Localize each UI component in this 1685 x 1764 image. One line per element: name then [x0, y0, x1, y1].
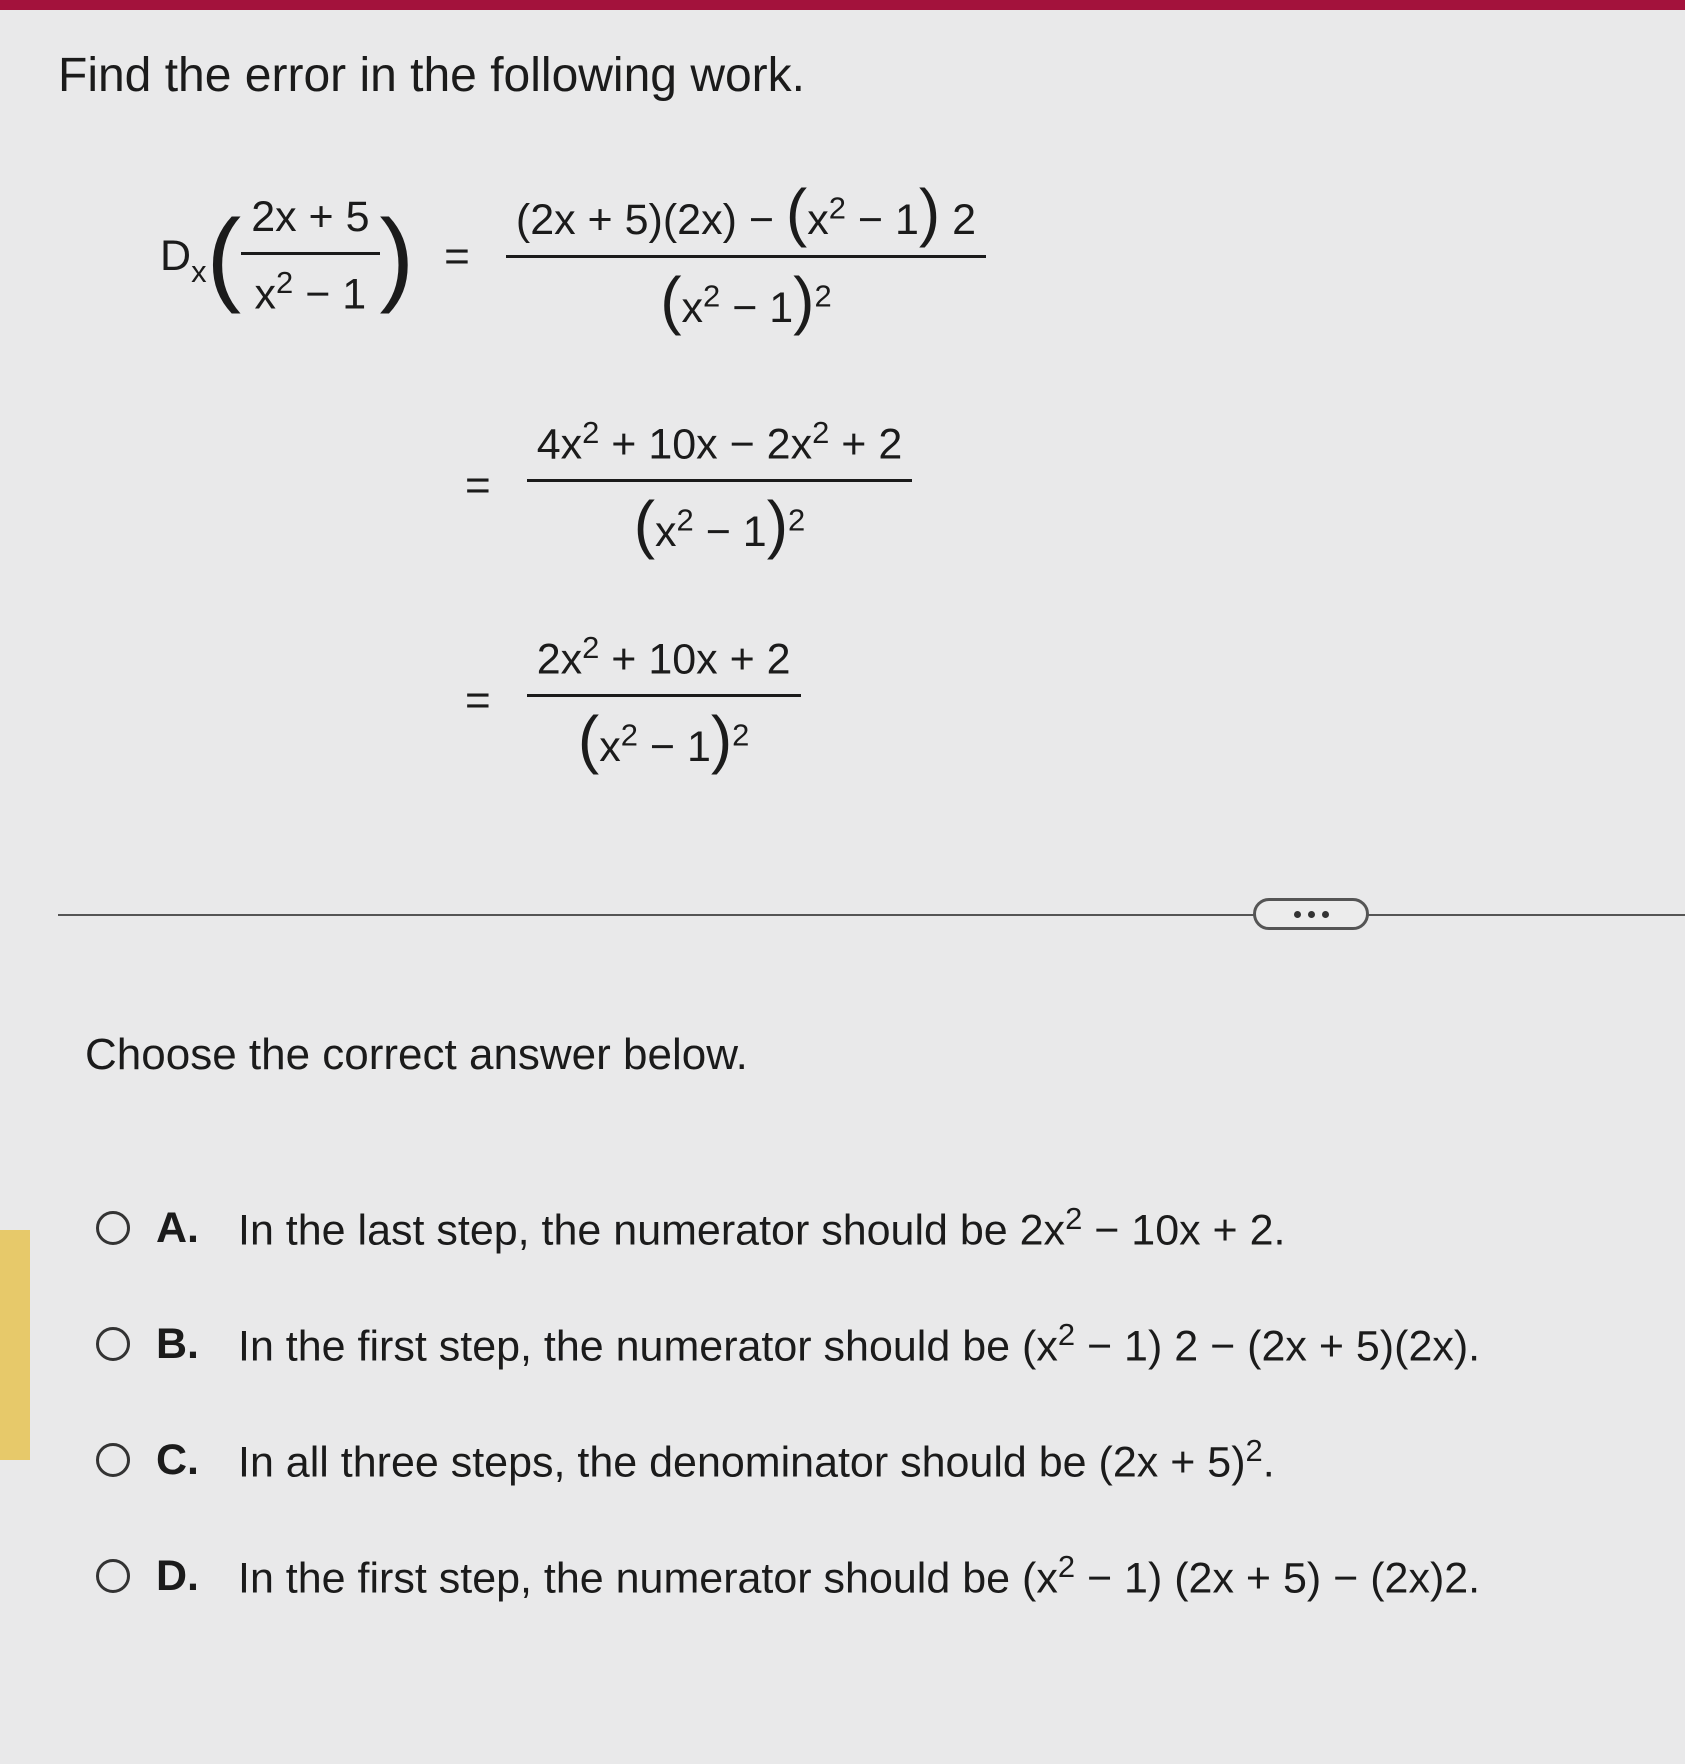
option-text: In the first step, the numerator should be $(x^2 - 1) (2x + 5) - (2x)2$. [238, 1548, 1481, 1603]
option-text: In the first step, the numerator should be $(x^2 - 1) 2 - (2x + 5)(2x)$. [238, 1316, 1481, 1371]
option-a[interactable] [96, 1170, 1480, 1286]
step2-fraction [527, 415, 913, 561]
left-paren: ( [206, 198, 242, 315]
step3-fraction [527, 630, 801, 776]
work-line-2 [465, 415, 912, 561]
original-denominator: $x^2 - 1$ [254, 265, 367, 319]
section-divider [58, 914, 1685, 916]
option-text: In all three steps, the denominator should be $(2x + 5)^2$. [238, 1432, 1275, 1487]
equals-sign: = [465, 676, 491, 726]
step3-denominator: $(x^2 - 1)^2$ [577, 703, 750, 776]
step1-denominator: $(x^2 - 1)^2$ [660, 264, 832, 336]
option-c[interactable] [96, 1402, 1480, 1518]
top-accent-bar [0, 0, 1685, 10]
radio-button-icon[interactable] [96, 1443, 130, 1477]
radio-button-icon[interactable] [96, 1211, 130, 1245]
work-line-1 [160, 176, 986, 336]
answer-prompt: Choose the correct answer below. [85, 1030, 748, 1079]
ellipsis-dot-icon [1322, 911, 1329, 918]
equals-sign: = [444, 231, 470, 281]
edge-highlight [0, 1230, 30, 1460]
option-letter: D. [156, 1551, 199, 1600]
radio-button-icon[interactable] [96, 1327, 130, 1361]
ellipsis-dot-icon [1308, 911, 1315, 918]
option-text: In the last step, the numerator should be $2x^2 - 10x + 2$. [238, 1200, 1286, 1255]
equals-sign: = [465, 461, 491, 511]
right-paren: ) [379, 198, 415, 315]
step2-numerator: $4x^2 + 10x - 2x^2 + 2$ [536, 415, 903, 469]
question-text: Find the error in the following work. [58, 49, 805, 102]
step1-fraction [506, 176, 986, 336]
option-letter: A. [156, 1203, 199, 1252]
option-letter: C. [156, 1435, 199, 1484]
step1-numerator: $(2x + 5)(2x) - (x^2 - 1)$ 2 [515, 176, 977, 248]
original-numerator: 2x + 5 [251, 193, 370, 242]
step2-denominator: $(x^2 - 1)^2$ [633, 488, 806, 561]
option-d[interactable] [96, 1518, 1480, 1634]
work-line-3 [465, 630, 801, 776]
step3-numerator: $2x^2 + 10x + 2$ [536, 630, 791, 684]
option-b[interactable] [96, 1286, 1480, 1402]
more-options-button[interactable] [1253, 898, 1369, 930]
answer-options [96, 1170, 1480, 1634]
radio-button-icon[interactable] [96, 1559, 130, 1593]
option-letter: B. [156, 1319, 199, 1368]
derivative-operator: $D_x$ [160, 232, 207, 289]
original-fraction [241, 193, 379, 319]
ellipsis-dot-icon [1294, 911, 1301, 918]
